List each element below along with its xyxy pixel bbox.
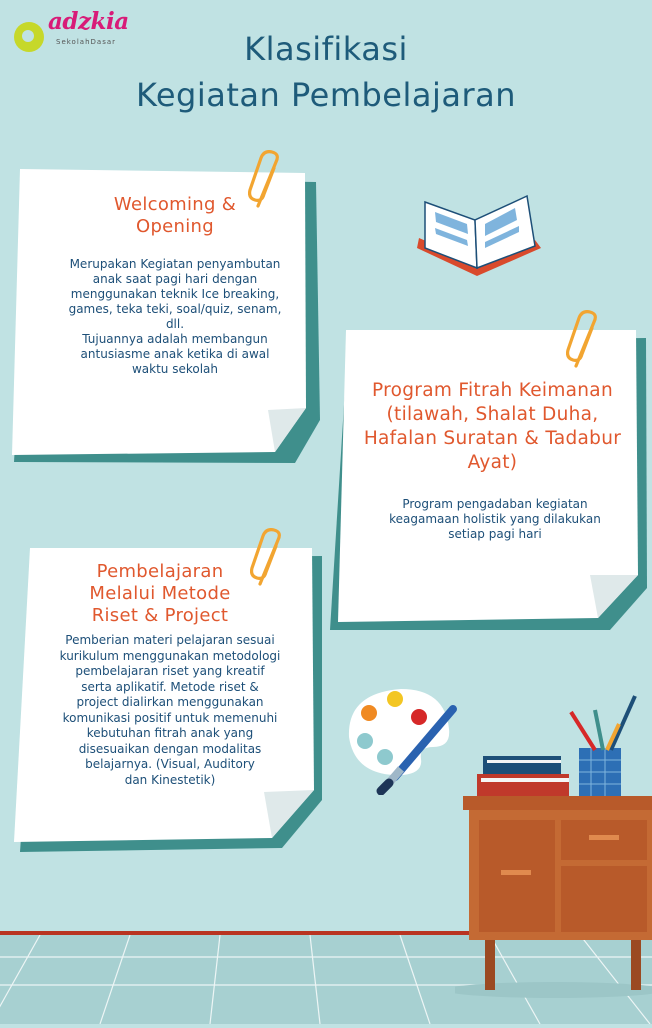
logo-subtitle: SekolahDasar (56, 38, 117, 46)
page-title-line-1: Klasifikasi (244, 30, 408, 68)
card-welcoming-body: Merupakan Kegiatan penyambutan anak saat pagi hari dengan menggunakan teknik Ice breaking, games, teka teki, soal/quiz, senam, dll. Tujuannya adalah membangun antusiasme anak ketika di awal waktu sekolah (68, 257, 282, 376)
card-fitrah-heading: Program Fitrah Keimanan (tilawah, Shalat Duha, Hafalan Suratan & Tadabur Ayat) (363, 380, 622, 473)
page-title-line-2: Kegiatan Pembelajaran (135, 76, 517, 114)
paint-palette-icon (345, 685, 460, 795)
logo-word: adzkia (48, 8, 129, 35)
card-riset-body: Pemberian materi pelajaran sesuai kurikulum menggunakan metodologi pembelajaran riset yang kreatif serta aplikatif. Metode riset & project dialirkan menggunakan komunikasi positif untuk memenuhi kebutuhan fitrah anak yang disesuaikan dengan modalitas belajarnya. (Visual, Auditory dan Kinestetik) (59, 633, 281, 787)
desk-illustration (455, 690, 652, 1000)
card-welcoming-heading: Welcoming & Opening (113, 194, 237, 237)
card-riset-heading: Pembelajaran Melalui Metode Riset & Project (89, 561, 231, 626)
card-fitrah-body: Program pengadaban kegiatan keagamaan holistik yang dilakukan setiap pagi hari (389, 497, 601, 541)
